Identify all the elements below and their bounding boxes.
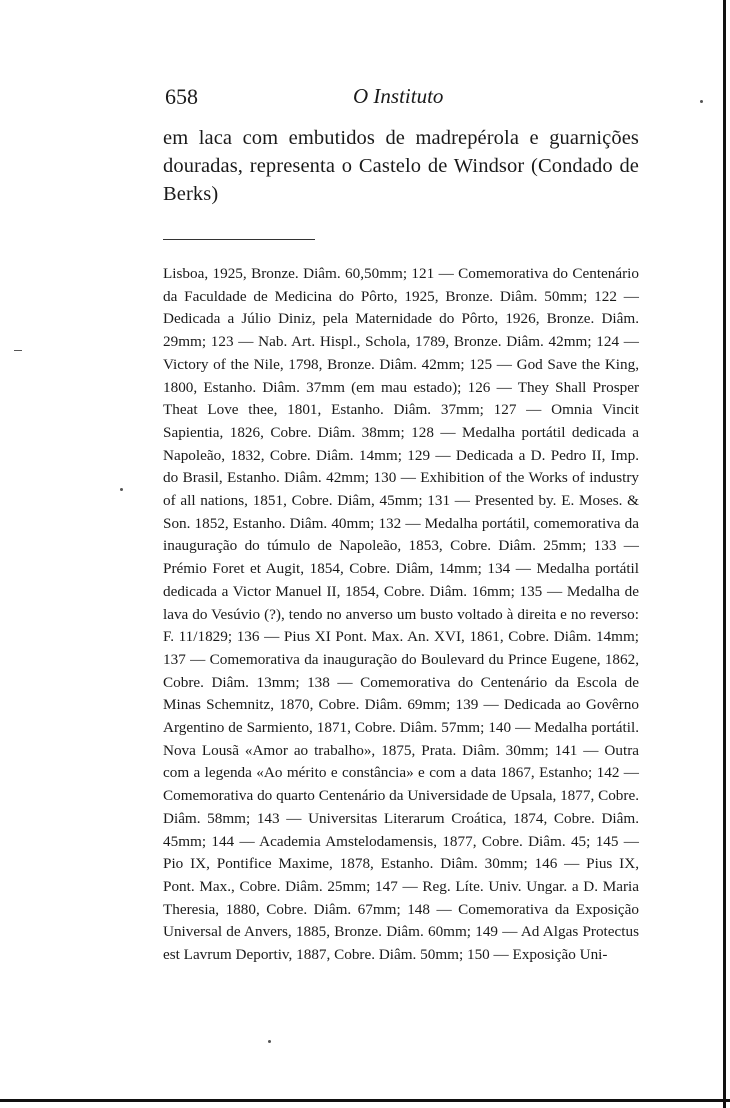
scan-speck <box>14 350 22 351</box>
scan-speck <box>120 488 123 491</box>
book-page <box>163 80 639 967</box>
journal-title: O Instituto <box>353 84 444 108</box>
footnote-paragraph: Lisboa, 1925, Bronze. Diâm. 60,50mm; 121 — Comemorativa do Centenário da Faculdade de Medicina do Pôrto, 1925, Bronze. Diâm. 50mm; 122 — Dedicada a Júlio Diniz, pela Maternidade do Pôrto, 1926, Bronze. Diâm. 29mm; 123 — Nab. Art. Hispl., Schola, 1789, Bronze. Diâm. 42mm; 124 — Victory of the Nile, 1798, Bronze. Diâm. 42mm; 125 — God Save the King, 1800, Estanho. Diâm. 37mm (em mau estado); 126 — They Shall Prosper Theat Love thee, 1801, Estanho. Diâm. 37mm; 127 — Omnia Vincit Sapientia, 1826, Cobre. Diâm. 38mm; 128 — Medalha portátil dedicada a Napoleão, 1832, Cobre. Diâm. 14mm; 129 — Dedicada a D. Pedro II, Imp. do Brasil, Estanho. Diâm. 42mm; 130 — Exhibition of the Works of industry of all nations, 1851, Cobre. Diâm, 45mm; 131 — Presented by. E. Moses. & Son. 1852, Estanho. Diâm. 40mm; 132 — Medalha portátil, comemorativa da inauguração do túmulo de Napoleão, 1853, Cobre. Diâm. 25mm; 133 — Prémio Foret et Augit, 1854, Cobre. Diâm, 14mm; 134 — Medalha portátil dedicada a Victor Manuel II, 1854, Cobre. Diâm. 16mm; 135 — Medalha de lava do Vesúvio (?), tendo no anverso um busto voltado à direita e no reverso: F. 11/1829; 136 — Pius XI Pont. Max. An. XVI, 1861, Cobre. Diâm. 14mm; 137 — Comemorativa da inauguração do Boulevard du Prince Eugene, 1862, Cobre. Diâm. 13mm; 138 — Comemorativa do Centenário da Escola de Minas Schemnitz, 1870, Cobre. Diâm. 69mm; 139 — Dedicada ao Govêrno Argentino de Sarmiento, 1871, Cobre. Diâm. 57mm; 140 — Medalha portátil. Nova Lousã «Amor ao trabalho», 1875, Prata. Diâm. 30mm; 141 — Outra com a legenda «Ao mérito e constância» e com a data 1867, Estanho; 142 — Comemorativa do quarto Centenário da Universidade de Upsala, 1877, Cobre. Diâm. 58mm; 143 — Universitas Literarum Croática, 1874, Cobre. Diâm. 45mm; 144 — Academia Amstelodamensis, 1877, Cobre. Diâm. 45; 145 — Pio IX, Pontifice Maxime, 1878, Estanho. Diâm. 30mm; 146 — Pius IX, Pont. Max., Cobre. Diâm. 25mm; 147 — Reg. Líte. Univ. Ungar. a D. Maria Theresia, 1880, Cobre. Diâm. 67mm; 148 — Comemorativa da Exposição Universal de Anvers, 1885, Bronze. Diâm. 60mm; 149 — Ad Algas Protectus est Lavrum Deportiv, 1887, Cobre. Diâm. 50mm; 150 — Exposição Uni- <box>163 265 639 964</box>
scan-border-bottom <box>0 1099 730 1102</box>
page-number: 658 <box>165 84 198 109</box>
running-head <box>163 80 639 116</box>
footnote-separator <box>163 239 315 240</box>
body-paragraph: em laca com embutidos de madrepérola e guarnições douradas, representa o Castelo de Windsor (Condado de Berks) <box>163 127 639 205</box>
scan-speck <box>700 100 703 103</box>
scan-border-right <box>723 0 726 1108</box>
scan-speck <box>268 1040 271 1043</box>
